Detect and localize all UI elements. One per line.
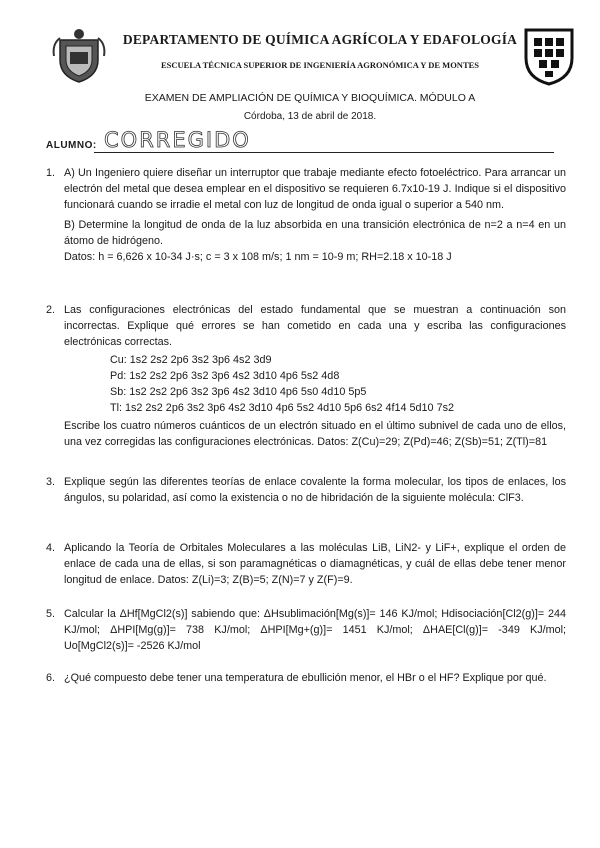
exam-date: Córdoba, 13 de abril de 2018. [243, 111, 377, 122]
question-1-part-a: A) Un Ingeniero quiere diseñar un interruptor que trabaje mediante efecto fotoeléctrico. Para arrancar un electrón del metal que desea emplear en el dispositivo se requieren 6.7x10-19 J. Indique si el dispositivo funcionará cuando se irradie el metal con luz de longitud de onda igual o superior a 540 nm. [64, 167, 566, 211]
question-number: 1. [46, 167, 56, 179]
question-number: 4. [46, 542, 56, 554]
config-tl: Tl: 1s2 2s2 2p6 3s2 3p6 4s2 3d10 4p6 5s2 4d10 5p6 6s2 4f14 5d10 7s2 [110, 402, 454, 414]
question-4-text: Aplicando la Teoría de Orbitales Moleculares a las moléculas LiB, LiN2- y LiF+, explique el orden de enlace de cada una de ellas, si son paramagnéticas o diamagnéticas, y cuál de ellas debe tener menor longitud de enlace. Datos: Z(Li)=3; Z(B)=5; Z(N)=7 y Z(F)=9. [64, 542, 566, 586]
question-2-closing: Escribe los cuatro números cuánticos de un electrón situado en el último subnivel de cada uno de ellos, una vez corregidas las configuraciones electrónicas. Datos: Z(Cu)=29; Z(Pd)=46; Z(Sb)=51; Z(Tl)=81 [64, 420, 566, 448]
config-sb: Sb: 1s2 2s2 2p6 3s2 3p6 4s2 3d10 4p6 5s0 4d10 5p5 [110, 386, 367, 398]
question-number: 2. [46, 304, 56, 316]
question-6 [46, 670, 566, 686]
question-1 [46, 165, 566, 265]
question-3 [46, 474, 566, 506]
question-1-part-b: B) Determine la longitud de onda de la luz absorbida en una transición electrónica de n=2 a n=4 en un átomo de hidrógeno. [64, 219, 566, 247]
student-name-handwritten: CORREGIDO [104, 128, 251, 152]
question-4 [46, 540, 566, 588]
electron-configurations [110, 352, 566, 416]
question-number: 5. [46, 608, 56, 620]
department-name: DEPARTAMENTO DE QUÍMICA AGRÍCOLA Y EDAFOLOGÍA [122, 32, 518, 47]
school-name: ESCUELA TÉCNICA SUPERIOR DE INGENIERÍA AGRONÓMICA Y DE MONTES [160, 60, 480, 70]
question-5-text: Calcular la ΔHf[MgCl2(s)] sabiendo que: ΔHsublimación[Mg(s)]= 146 KJ/mol; Hdisociación[Cl2(g)]= 244 KJ/mol; ΔHPI[Mg(g)]= 738 KJ/mol; ΔHPI[Mg+(g)]= 1451 KJ/mol; ΔHAE[Cl(g)]= -349 KJ/mol; Uo[MgCl2(s)]= -2526 KJ/mol [64, 608, 566, 652]
exam-title: EXAMEN DE AMPLIACIÓN DE QUÍMICA Y BIOQUÍMICA. MÓDULO A [144, 92, 476, 104]
student-label: ALUMNO: [46, 140, 97, 151]
question-1-data: Datos: h = 6,626 x 10-34 J·s; c = 3 x 108 m/s; 1 nm = 10-9 m; RH=2.18 x 10-18 J [64, 251, 452, 263]
question-6-text: ¿Qué compuesto debe tener una temperatura de ebullición menor, el HBr o el HF? Explique por qué. [64, 672, 547, 684]
config-cu: Cu: 1s2 2s2 2p6 3s2 3p6 4s2 3d9 [110, 354, 272, 366]
question-number: 3. [46, 476, 56, 488]
institution-logo-icon [520, 24, 578, 86]
question-3-text: Explique según las diferentes teorías de enlace covalente la forma molecular, los tipos de enlaces, los ángulos, su polaridad, así como la existencia o no de hibridación de la siguiente molécula: ClF3. [64, 476, 566, 504]
config-pd: Pd: 1s2 2s2 2p6 3s2 3p6 4s2 3d10 4p6 5s2 4d8 [110, 370, 340, 382]
question-5 [46, 606, 566, 654]
question-2 [46, 302, 566, 450]
question-2-intro: Las configuraciones electrónicas del estado fundamental que se muestran a continuación son incorrectas. Explique qué errores se han cometido en cada una y escriba las configuraciones electrónicas correctas. [64, 304, 566, 348]
question-number: 6. [46, 672, 56, 684]
university-crest-icon [50, 26, 108, 84]
student-name-line [94, 152, 554, 153]
